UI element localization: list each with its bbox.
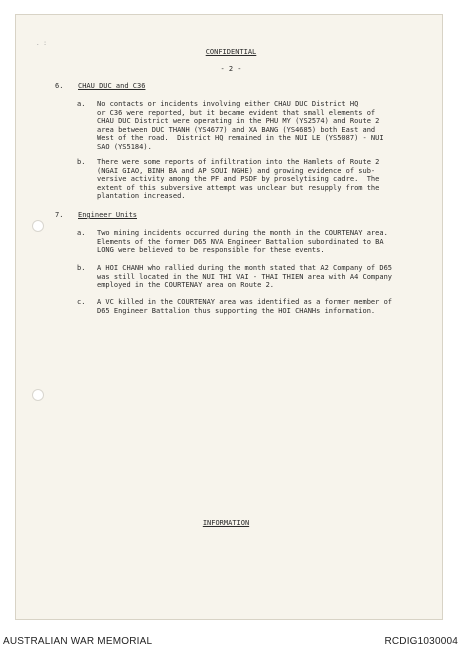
paragraph-line: extent of this subversive attempt was unclear but resupply from the [97,183,380,192]
paragraph-letter: b. [77,158,86,166]
section-heading: Engineer Units [78,211,138,219]
paragraph-line: area between DUC THANH (YS4677) and XA BANG (YS4685) both East and [97,125,376,134]
paragraph-line: CHAU DUC District were operating in the PHU MY (YS2574) and Route 2 [97,117,380,126]
paragraph-line: West of the road. District HQ remained in the NUI LE (YS5087) - NUI [97,134,384,143]
paragraph-line: plantation increased. [97,192,186,201]
punch-hole-bottom [32,389,44,401]
paragraph-letter: b. [77,264,86,272]
section-heading: CHAU DUC and C36 [78,82,146,90]
page-number: - 2 - [220,65,242,73]
footer-source: AUSTRALIAN WAR MEMORIAL [3,636,153,647]
classification-header: CONFIDENTIAL [205,48,257,56]
paragraph-letter: a. [77,229,86,237]
section-number: 6. [55,82,64,90]
footer-record-id: RCDIG1030004 [384,636,458,647]
paragraph-line: A VC killed in the COURTENAY area was identified as a former member of [97,298,393,306]
paragraph-letter: a. [77,100,86,108]
paragraph-line: SAO (YS5184). [97,143,152,151]
paragraph-line: was still located in the NUI THI VAI - THAI THIEN area with A4 Company [97,272,393,281]
paragraph-letter: c. [77,298,86,306]
margin-mark: . : [36,40,47,47]
paragraph-line: Elements of the former D65 NVA Engineer Battalion subordinated to BA [97,237,384,246]
paragraph-line: versive activity among the PF and PSDF by proselytising cadre. The [97,175,380,184]
punch-hole-top [32,220,44,232]
paragraph-line: LONG were believed to be responsible for these events. [97,246,325,255]
paragraph-line: A HOI CHANH who rallied during the month stated that A2 Company of D65 [97,264,393,272]
paragraph-line: employed in the COURTENAY area on Route 2. [97,281,275,290]
paragraph-line: Two mining incidents occurred during the month in the COURTENAY area. [97,229,388,237]
paragraph-line: D65 Engineer Battalion thus supporting the HOI CHANHs information. [97,306,376,315]
paragraph-line: There were some reports of infiltration into the Hamlets of Route 2 [97,158,380,166]
paragraph-line: (NGAI GIAO, BINH BA and AP SOUI NGHE) and growing evidence of sub- [97,166,376,175]
bottom-classification: INFORMATION [202,519,250,527]
section-number: 7. [55,211,64,219]
paragraph-line: or C36 were reported, but it became evident that small elements of [97,108,376,117]
paragraph-line: No contacts or incidents involving either CHAU DUC District HQ [97,100,359,108]
